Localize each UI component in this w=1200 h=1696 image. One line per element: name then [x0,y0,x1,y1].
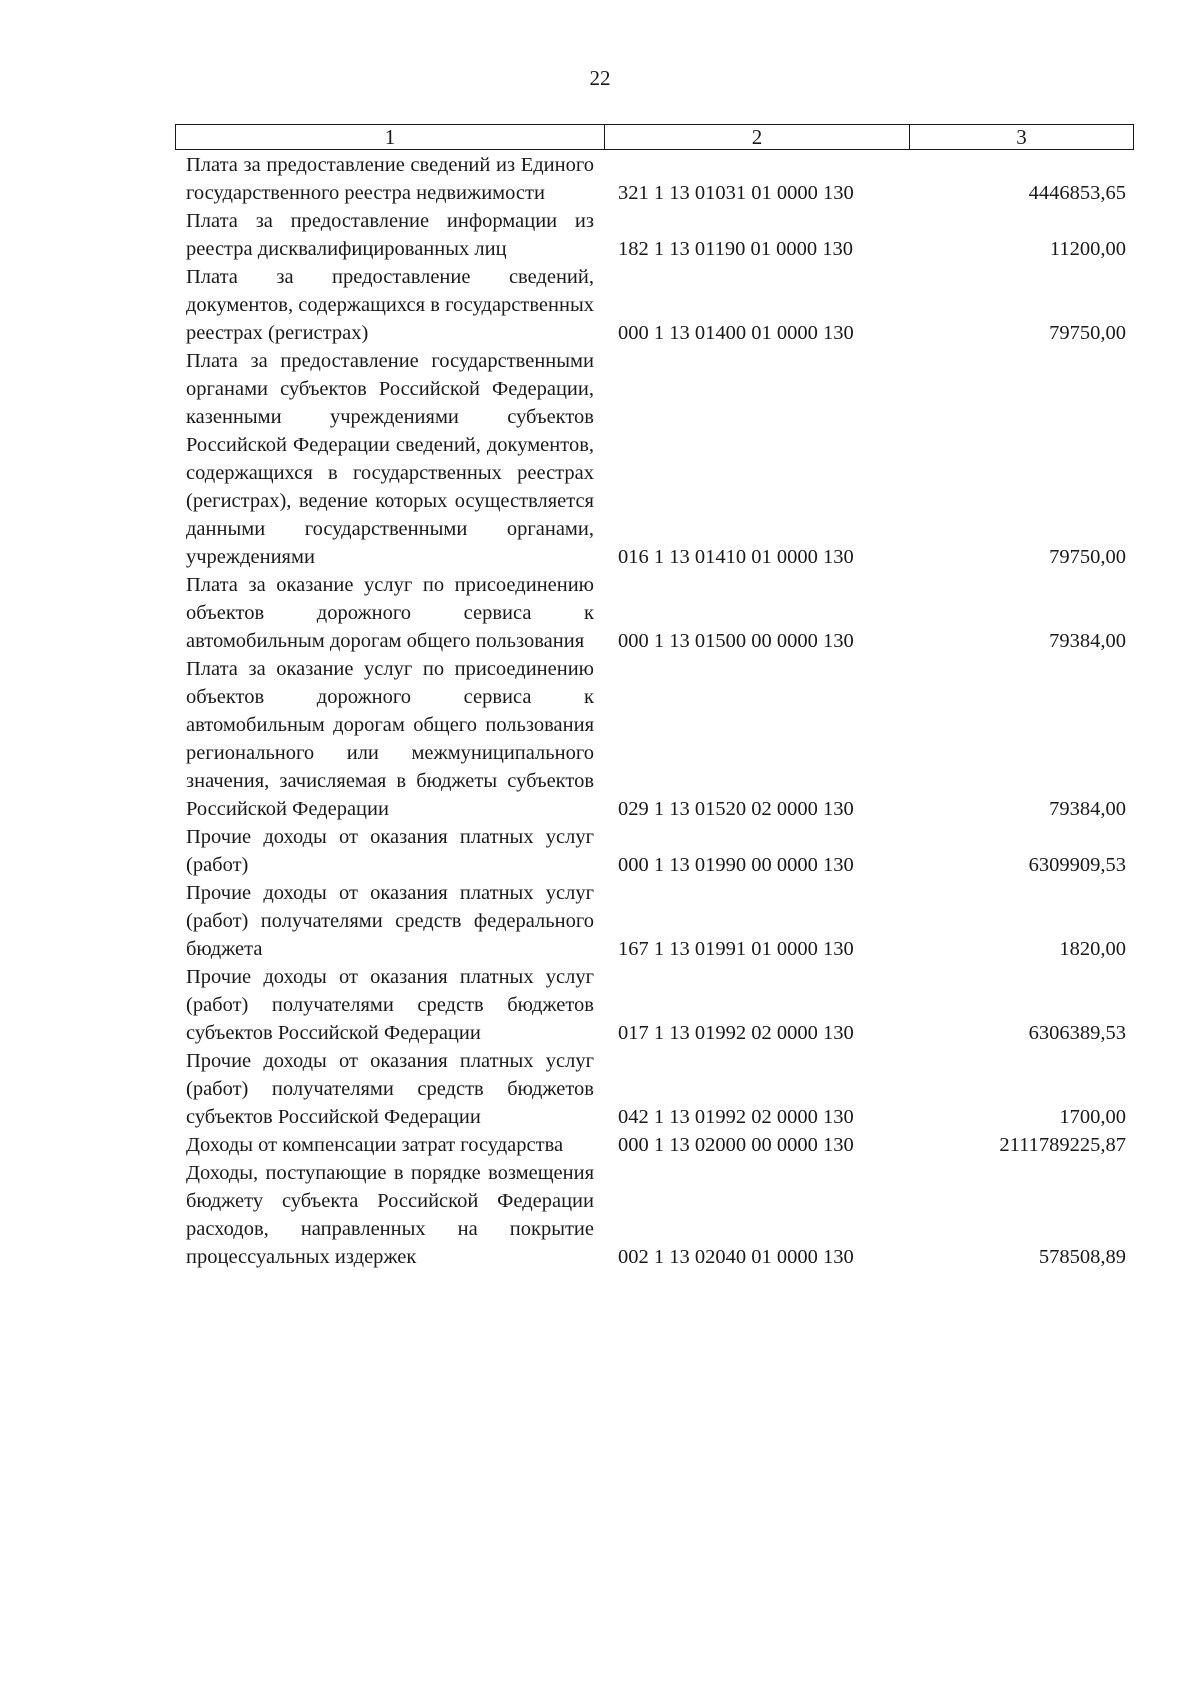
row-amount: 4446853,65 [1028,182,1126,204]
column-header-1: 1 [176,125,605,149]
row-code: 182 1 13 01190 01 0000 130 [618,238,853,260]
row-amount: 1700,00 [1059,1106,1126,1128]
table-row [186,571,1126,655]
column-header-3: 3 [1016,125,1027,149]
row-code: 029 1 13 01520 02 0000 130 [618,798,854,820]
row-code: 002 1 13 02040 01 0000 130 [618,1246,854,1268]
table-header [175,124,1134,150]
row-amount: 6306389,53 [1028,1022,1126,1044]
table-row [186,347,1126,571]
table-row [186,151,1126,207]
row-description: Плата за предоставление информации из реестра дисквалифицированных лиц [186,210,594,260]
row-code: 167 1 13 01991 01 0000 130 [618,938,854,960]
row-code: 042 1 13 01992 02 0000 130 [618,1106,854,1128]
row-description: Плата за предоставление сведений, документов, содержащихся в государственных реестрах (регистрах) [186,266,594,344]
table-row [186,963,1126,1047]
column-header-2: 2 [605,125,910,149]
row-amount: 2111789225,87 [999,1134,1126,1156]
page-number: 22 [589,66,611,90]
table-body [186,151,1126,1271]
table-row [186,823,1126,879]
row-amount: 79750,00 [1049,546,1126,568]
row-description: Доходы от компенсации затрат государства [186,1134,564,1156]
row-amount: 79750,00 [1049,322,1126,344]
table-row [186,1047,1126,1131]
row-amount: 11200,00 [1049,238,1126,260]
row-amount: 578508,89 [1038,1246,1126,1268]
row-description: Плата за оказание услуг по присоединению объектов дорожного сервиса к автомобильным дорогам общего пользования [186,574,594,652]
row-code: 000 1 13 01990 00 0000 130 [618,854,854,876]
row-description: Прочие доходы от оказания платных услуг (работ) получателями средств бюджетов субъектов Российской Федерации [186,1050,594,1128]
row-code: 000 1 13 01400 01 0000 130 [618,322,854,344]
row-code: 321 1 13 01031 01 0000 130 [618,182,854,204]
table-row [186,655,1126,823]
table-row [186,263,1126,347]
row-amount: 79384,00 [1049,630,1126,652]
row-amount: 1820,00 [1059,938,1126,960]
table-row [186,1131,1126,1159]
row-description: Плата за предоставление сведений из Единого государственного реестра недвижимости [186,154,594,204]
row-amount: 6309909,53 [1028,854,1126,876]
row-code: 000 1 13 01500 00 0000 130 [618,630,854,652]
table-row [186,879,1126,963]
table-row [186,207,1126,263]
table-row [186,1159,1126,1271]
row-description: Доходы, поступающие в порядке возмещения бюджету субъекта Российской Федерации расходов, направленных на покрытие процессуальных издержек [186,1162,594,1268]
row-amount: 79384,00 [1049,798,1126,820]
row-code: 000 1 13 02000 00 0000 130 [618,1134,854,1156]
row-description: Прочие доходы от оказания платных услуг (работ) [186,826,594,876]
row-description: Плата за предоставление государственными органами субъектов Российской Федерации, казенными учреждениями субъектов Российской Федерации сведений, документов, содержащихся в государственных реестрах (регистрах), ведение которых осуществляется данными государственными органами, учреждениями [186,350,594,568]
row-description: Прочие доходы от оказания платных услуг (работ) получателями средств бюджетов субъектов Российской Федерации [186,966,594,1044]
row-description: Плата за оказание услуг по присоединению объектов дорожного сервиса к автомобильным дорогам общего пользования регионального или межмуниципального значения, зачисляемая в бюджеты субъектов Российской Федерации [186,658,594,820]
row-code: 016 1 13 01410 01 0000 130 [618,546,854,568]
row-description: Прочие доходы от оказания платных услуг (работ) получателями средств федерального бюджета [186,882,594,960]
row-code: 017 1 13 01992 02 0000 130 [618,1022,854,1044]
